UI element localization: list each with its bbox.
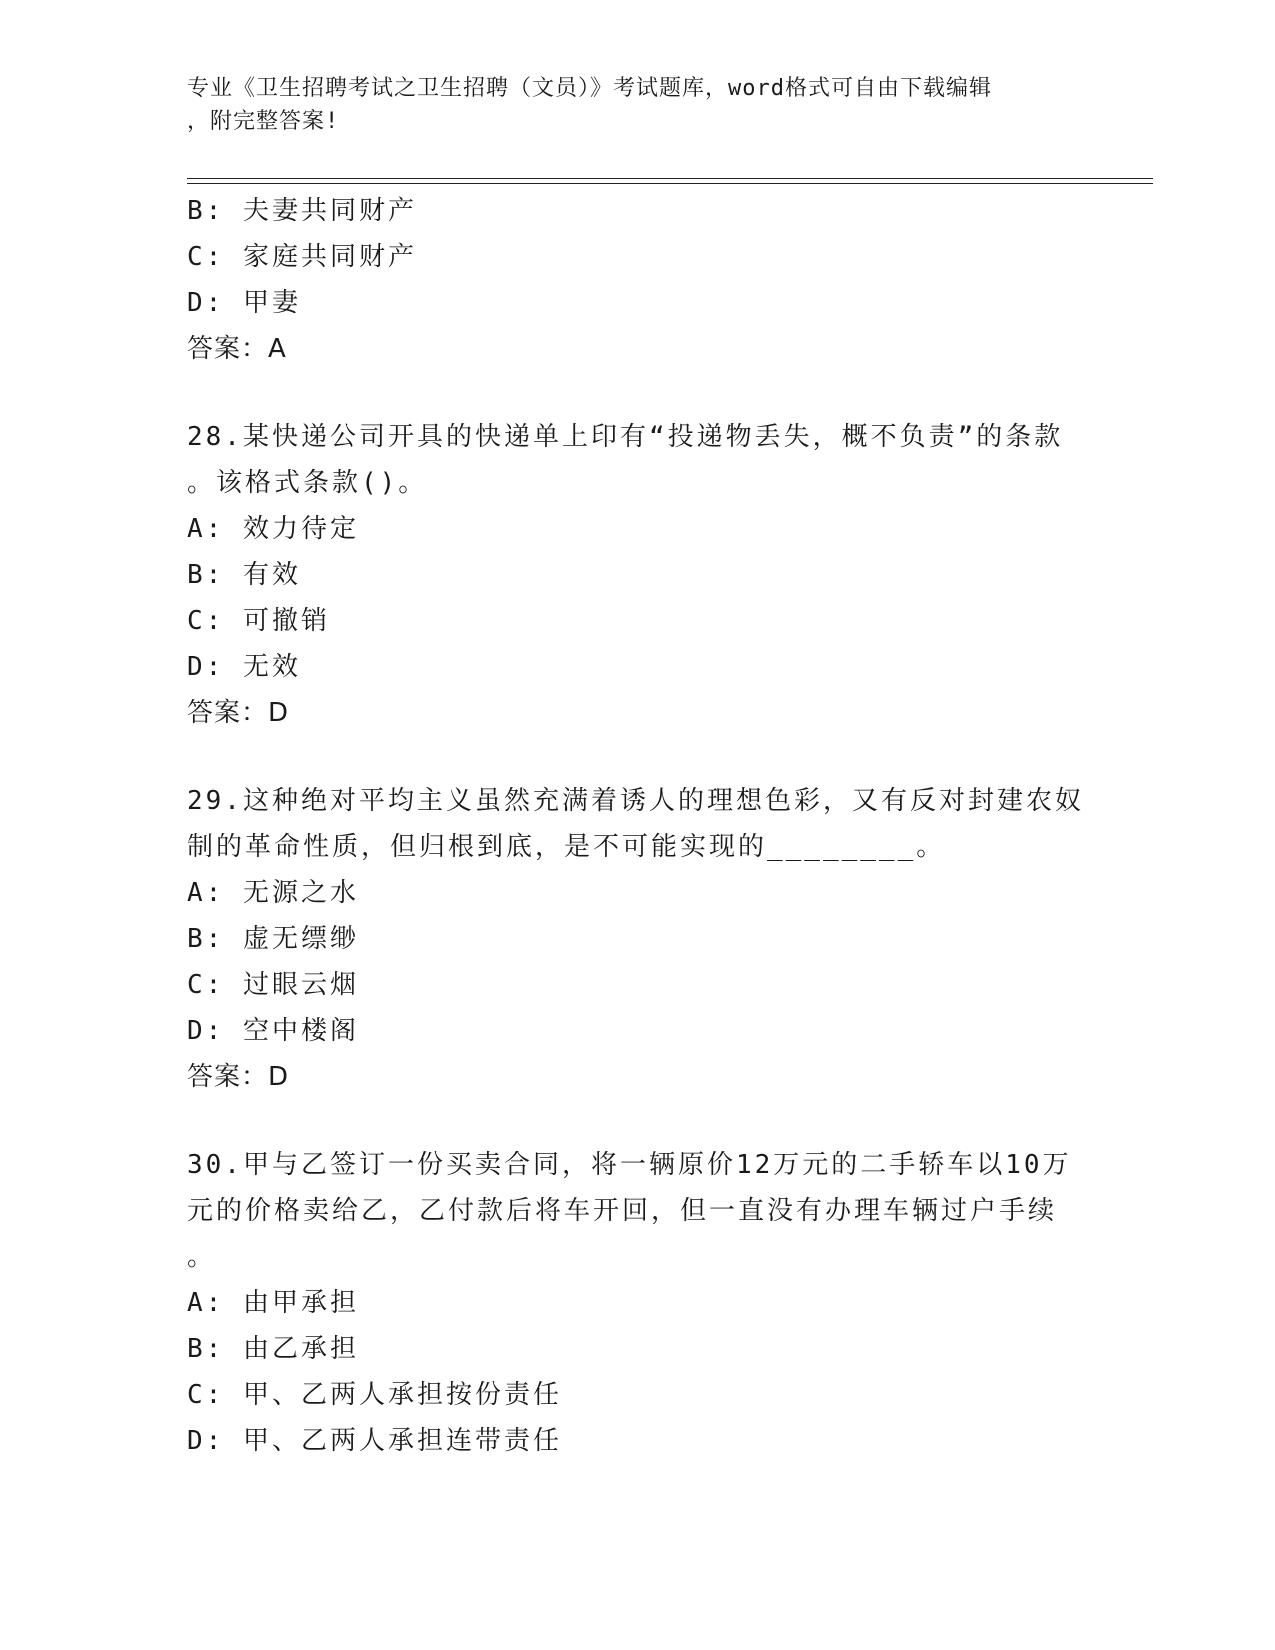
header-line-1: 专业《卫生招聘考试之卫生招聘（文员）》考试题库，word格式可自由下载编辑 <box>187 76 992 101</box>
question-30 <box>187 1142 1087 1464</box>
header-rule-bottom <box>187 183 1153 184</box>
option-d: D: 甲、乙两人承担连带责任 <box>187 1426 562 1456</box>
question-28 <box>187 414 1087 736</box>
option-b: B: 由乙承担 <box>187 1334 359 1364</box>
option-c: C: 家庭共同财产 <box>187 242 417 272</box>
option-c: C: 甲、乙两人承担按份责任 <box>187 1380 562 1410</box>
option-d: D: 甲妻 <box>187 288 301 318</box>
answer: 答案：D <box>187 698 290 728</box>
option-b: B: 夫妻共同财产 <box>187 196 417 226</box>
answer: 答案：A <box>187 334 287 364</box>
option-a: A: 效力待定 <box>187 514 359 544</box>
header-line-2: ，附完整答案! <box>187 109 340 134</box>
question-text-line: 。 <box>187 1242 217 1272</box>
option-d: D: 无效 <box>187 652 301 682</box>
question-text-line: 制的革命性质，但归根到底，是不可能实现的________。 <box>187 832 946 862</box>
header-rule-top <box>187 178 1153 179</box>
option-c: C: 可撤销 <box>187 606 330 636</box>
option-d: D: 空中楼阁 <box>187 1016 359 1046</box>
prev-question <box>187 188 1087 372</box>
question-text-line: 元的价格卖给乙，乙付款后将车开回，但一直没有办理车辆过户手续 <box>187 1196 1058 1226</box>
question-text-line: 。该格式条款()。 <box>187 468 428 498</box>
option-b: B: 虚无缥缈 <box>187 924 359 954</box>
question-text-line: 28.某快递公司开具的快递单上印有“投递物丢失，概不负责”的条款 <box>187 422 1064 452</box>
question-text-line: 29.这种绝对平均主义虽然充满着诱人的理想色彩，又有反对封建农奴 <box>187 786 1084 816</box>
page-header <box>187 72 1087 138</box>
question-29 <box>187 778 1087 1100</box>
option-c: C: 过眼云烟 <box>187 970 359 1000</box>
question-text-line: 30.甲与乙签订一份买卖合同，将一辆原价12万元的二手轿车以10万 <box>187 1150 1072 1180</box>
option-b: B: 有效 <box>187 560 301 590</box>
answer: 答案：D <box>187 1062 290 1092</box>
option-a: A: 由甲承担 <box>187 1288 359 1318</box>
document-body <box>187 188 1087 1464</box>
option-a: A: 无源之水 <box>187 878 359 908</box>
